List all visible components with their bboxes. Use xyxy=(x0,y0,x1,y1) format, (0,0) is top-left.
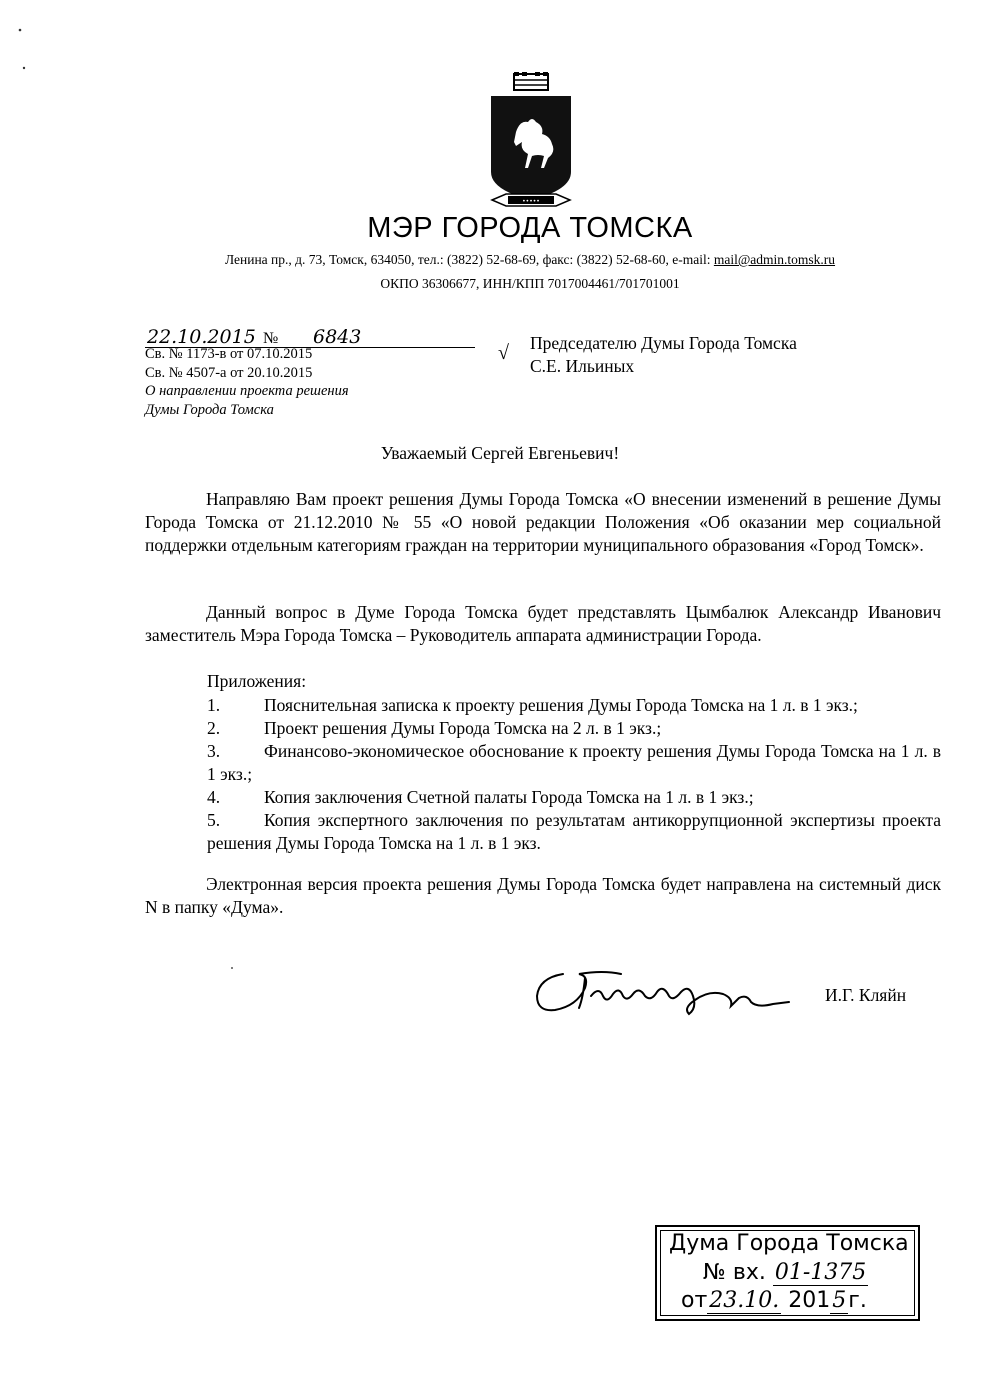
stamp-number-label: № вх. xyxy=(703,1260,766,1285)
body-paragraph-3: Электронная версия проекта решения Думы Города Томска будет направлена на системный диск N в папку «Дума». xyxy=(145,874,941,917)
stamp-date-value: 23.10. xyxy=(709,1288,780,1313)
body-paragraph-2: Данный вопрос в Думе Города Томска будет представлять Цымбалюк Александр Иванович заместитель Мэра Города Томска – Руководитель аппарата администрации Города. xyxy=(145,602,941,645)
stamp-date-line xyxy=(681,1288,867,1313)
attachment-item xyxy=(207,717,941,740)
attachment-text: Финансово-экономическое обоснование к проекту решения Думы Города Томска на 1 л. в 1 экз.; xyxy=(207,741,941,784)
attachment-text: Копия заключения Счетной палаты Города Томска на 1 л. в 1 экз.; xyxy=(264,787,754,807)
attachment-text: Проект решения Думы Города Томска на 2 л. в 1 экз.; xyxy=(264,718,662,738)
page-title: МЭР ГОРОДА ТОМСКА xyxy=(367,212,693,244)
addressee-line-2: С.Е. Ильиных xyxy=(530,356,635,376)
reference-block xyxy=(145,345,349,419)
stamp-number-value: 01-1375 xyxy=(774,1260,867,1285)
addressee-line-1: Председателю Думы Города Томска xyxy=(530,333,797,353)
attachment-number: 3. xyxy=(207,741,221,761)
subject-line-2: Думы Города Томска xyxy=(145,401,274,418)
check-mark: √ xyxy=(498,342,509,364)
handwritten-signature-icon xyxy=(533,968,793,1016)
outgoing-date: 22.10.2015 xyxy=(147,326,256,348)
stamp-date-label: от xyxy=(681,1288,708,1313)
attachment-number: 1. xyxy=(207,695,221,715)
stamp-org: Дума Города Томска xyxy=(669,1231,909,1256)
attachment-text: Копия экспертного заключения по результатам антикоррупционной экспертизы проекта решения Думы Города Томска на 1 л. в 1 экз. xyxy=(207,810,941,853)
attachment-number: 4. xyxy=(207,787,221,807)
subject-line-1: О направлении проекта решения xyxy=(145,383,349,399)
attachment-item xyxy=(207,809,941,855)
ref-line-1: Св. № 1173-в от 07.10.2015 xyxy=(145,346,313,362)
header-okpo: ОКПО 36306677, ИНН/КПП 7017004461/701701001 xyxy=(380,276,680,291)
stamp-year-suffix: г. xyxy=(848,1288,867,1313)
attachments-title: Приложения: xyxy=(207,671,307,691)
incoming-stamp xyxy=(655,1225,920,1321)
number-sign: № xyxy=(263,330,279,347)
svg-text:•••••: ••••• xyxy=(522,198,540,205)
header-email: mail@admin.tomsk.ru xyxy=(713,252,836,267)
stamp-number-line xyxy=(703,1260,868,1285)
signer-name: И.Г. Кляйн xyxy=(825,985,907,1005)
attachment-text: Пояснительная записка к проекту решения Думы Города Томска на 1 л. в 1 экз.; xyxy=(264,695,858,715)
outgoing-number: 6843 xyxy=(313,326,362,348)
attachment-number: 5. xyxy=(207,810,221,830)
attachment-item xyxy=(207,740,941,786)
ref-line-2: Св. № 4507-а от 20.10.2015 xyxy=(145,364,313,381)
stamp-year-digit: 5 xyxy=(832,1288,847,1313)
addressee xyxy=(530,332,797,378)
body-paragraph-1: Направляю Вам проект решения Думы Города Томска «О внесении изменений в решение Думы Города Томска от 21.12.2010 № 55 «О новой редакции Положения «Об оказании мер социальной поддержки отдельным категориям граждан на территории муниципального образования «Город Томск». xyxy=(145,489,941,555)
stamp-year-prefix: 201 xyxy=(788,1288,831,1313)
attachment-item xyxy=(207,694,941,717)
attachment-item xyxy=(207,786,941,809)
greeting: Уважаемый Сергей Евгеньевич! xyxy=(380,443,620,463)
header-address: Ленина пр., д. 73, Томск, 634050, тел.: (3822) 52-68-69, факс: (3822) 52-68-60, e-mail: mail@admin.tomsk.ru xyxy=(224,252,836,267)
tomsk-coat-of-arms-icon xyxy=(486,72,576,222)
attachment-number: 2. xyxy=(207,718,221,738)
